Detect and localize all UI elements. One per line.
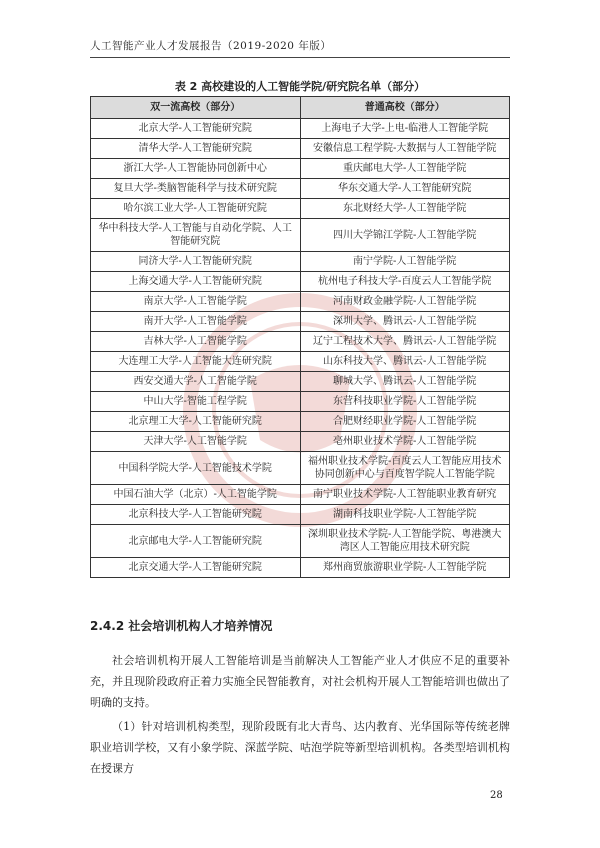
table-row (91, 199, 510, 219)
table-row (91, 452, 510, 485)
cell-double-first-class: 同济大学-人工智能研究院 (91, 252, 301, 272)
cell-ordinary-university: 南宁学院-人工智能学院 (300, 252, 510, 272)
cell-ordinary-university: 合肥财经职业学院-人工智能学院 (300, 412, 510, 432)
table-row (91, 252, 510, 272)
cell-double-first-class: 浙江大学-人工智能协同创新中心 (91, 159, 301, 179)
table-row (91, 412, 510, 432)
cell-double-first-class: 西安交通大学-人工智能学院 (91, 372, 301, 392)
cell-double-first-class: 北京邮电大学-人工智能研究院 (91, 525, 301, 558)
paragraph-1: 社会培训机构开展人工智能培训是当前解决人工智能产业人才供应不足的重要补充，并且现阶段政府正着力实施全民智能教育，对社会机构开展人工智能培训也做出了明确的支持。 (90, 654, 510, 709)
cell-double-first-class: 哈尔滨工业大学-人工智能研究院 (91, 199, 301, 219)
cell-ordinary-university: 上海电子大学-上电-临港人工智能学院 (300, 119, 510, 139)
paragraph-2: （1）针对培训机构类型，现阶段既有北大青鸟、达内教育、光华国际等传统老牌职业培训学校，又有小象学院、深蓝学院、咕泡学院等新型培训机构。各类型培训机构在授课方 (90, 720, 510, 775)
cell-double-first-class: 南京大学-人工智能学院 (91, 292, 301, 312)
table-row (91, 139, 510, 159)
cell-ordinary-university: 四川大学锦江学院-人工智能学院 (300, 219, 510, 252)
cell-double-first-class: 中国科学院大学-人工智能技术学院 (91, 452, 301, 485)
cell-double-first-class: 北京大学-人工智能研究院 (91, 119, 301, 139)
cell-ordinary-university: 南宁职业技术学院-人工智能职业教育研究 (300, 485, 510, 505)
cell-ordinary-university: 湖南科技职业学院-人工智能学院 (300, 505, 510, 525)
cell-ordinary-university: 安徽信息工程学院-大数据与人工智能学院 (300, 139, 510, 159)
cell-double-first-class: 清华大学-人工智能研究院 (91, 139, 301, 159)
table-row (91, 558, 510, 578)
table-row (91, 505, 510, 525)
table-row (91, 159, 510, 179)
table-row (91, 119, 510, 139)
table-row (91, 292, 510, 312)
cell-ordinary-university: 河南财政金融学院-人工智能学院 (300, 292, 510, 312)
cell-double-first-class: 天津大学-人工智能学院 (91, 432, 301, 452)
column-header-double-first-class: 双一流高校（部分） (91, 97, 301, 119)
table-row (91, 332, 510, 352)
cell-ordinary-university: 山东科技大学、腾讯云-人工智能学院 (300, 352, 510, 372)
cell-ordinary-university: 深圳职业技术学院-人工智能学院、粤港澳大湾区人工智能应用技术研究院 (300, 525, 510, 558)
table-title: 表 2 高校建设的人工智能学院/研究院名单（部分） (174, 80, 426, 93)
table-row (91, 525, 510, 558)
table-row (91, 372, 510, 392)
cell-ordinary-university: 聊城大学、腾讯云-人工智能学院 (300, 372, 510, 392)
cell-double-first-class: 中山大学-智能工程学院 (91, 392, 301, 412)
cell-ordinary-university: 辽宁工程技术大学、腾讯云-人工智能学院 (300, 332, 510, 352)
cell-double-first-class: 北京理工大学-人工智能研究院 (91, 412, 301, 432)
cell-double-first-class: 北京交通大学-人工智能研究院 (91, 558, 301, 578)
table-row (91, 432, 510, 452)
table-row (91, 272, 510, 292)
cell-double-first-class: 北京科技大学-人工智能研究院 (91, 505, 301, 525)
cell-double-first-class: 大连理工大学-人工智能大连研究院 (91, 352, 301, 372)
table-row (91, 179, 510, 199)
cell-double-first-class: 南开大学-人工智能学院 (91, 312, 301, 332)
table-row (91, 485, 510, 505)
cell-ordinary-university: 福州职业技术学院-百度云人工智能应用技术协同创新中心与百度智学院人工智能学院 (300, 452, 510, 485)
cell-ordinary-university: 华东交通大学-人工智能研究院 (300, 179, 510, 199)
cell-ordinary-university: 深圳大学、腾讯云-人工智能学院 (300, 312, 510, 332)
column-header-ordinary-universities: 普通高校（部分） (300, 97, 510, 119)
table-row (91, 352, 510, 372)
running-header: 人工智能产业人才发展报告（2019-2020 年版） (90, 38, 510, 58)
cell-double-first-class: 吉林大学-人工智能学院 (91, 332, 301, 352)
cell-ordinary-university: 重庆邮电大学-人工智能学院 (300, 159, 510, 179)
university-ai-table (90, 96, 510, 578)
cell-ordinary-university: 杭州电子科技大学-百度云人工智能学院 (300, 272, 510, 292)
table-row (91, 312, 510, 332)
cell-ordinary-university: 郑州商贸旅游职业学院-人工智能学院 (300, 558, 510, 578)
cell-double-first-class: 中国石油大学（北京）-人工智能学院 (91, 485, 301, 505)
cell-ordinary-university: 东北财经大学-人工智能学院 (300, 199, 510, 219)
cell-double-first-class: 复旦大学-类脑智能科学与技术研究院 (91, 179, 301, 199)
section-title: 2.4.2 社会培训机构人才培养情况 (90, 619, 273, 633)
table-row (91, 219, 510, 252)
cell-double-first-class: 上海交通大学-人工智能研究院 (91, 272, 301, 292)
cell-ordinary-university: 亳州职业技术学院-人工智能学院 (300, 432, 510, 452)
cell-double-first-class: 华中科技大学-人工智能与自动化学院、人工智能研究院 (91, 219, 301, 252)
cell-ordinary-university: 东营科技职业学院-人工智能学院 (300, 392, 510, 412)
page-number: 28 (490, 790, 503, 801)
table-row (91, 392, 510, 412)
